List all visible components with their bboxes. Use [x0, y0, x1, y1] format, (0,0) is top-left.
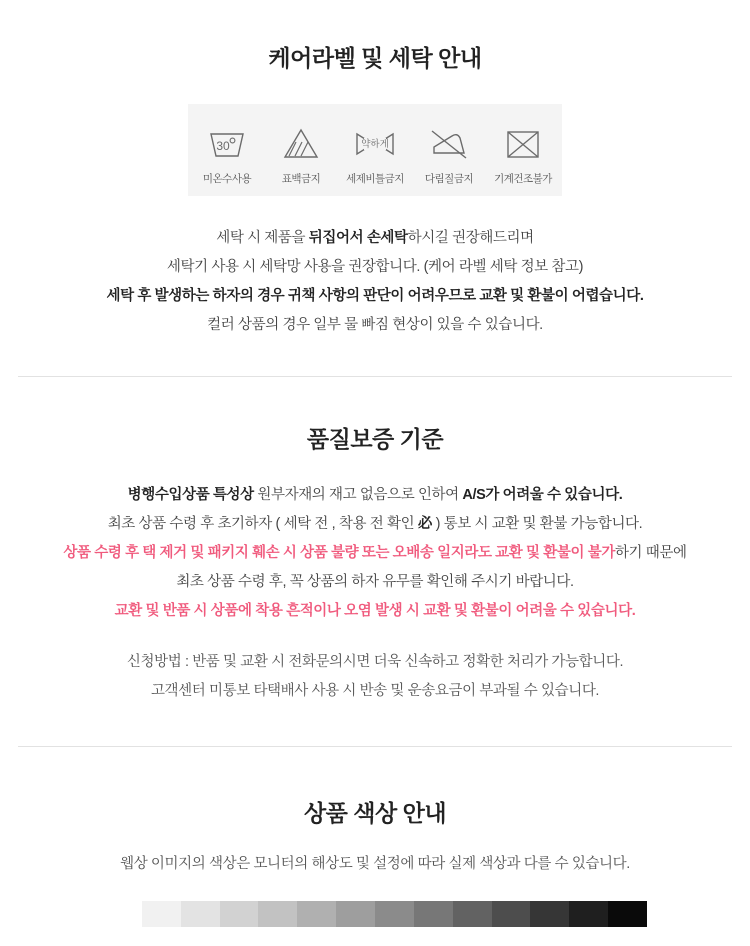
color-notice-text: 웹상 이미지의 색상은 모니터의 해상도 및 설정에 따라 실제 색상과 다를 수 있습니다.	[120, 855, 630, 872]
text-run: 세탁 후 발생하는 하자의 경우 귀책 사항의 판단이 어려우므로 교환 및 환불이 어렵습니다.	[106, 287, 644, 304]
color-swatch	[220, 901, 259, 927]
text-line	[0, 282, 750, 311]
text-run: 원부자재의 재고 없음으로 인하여	[253, 486, 463, 503]
text-run: 신청방법 : 반품 및 교환 시 전화문의시면 더욱 신속하고 정확한 처리가 가능합니다.	[126, 653, 624, 670]
care-icon-caption: 다림질금지	[424, 172, 474, 185]
text-line	[0, 253, 750, 282]
text-run: 병행수입상품 특성상	[127, 486, 254, 503]
no-iron-icon	[425, 120, 473, 164]
wash-tub-30-icon	[203, 120, 251, 164]
quality-application-text	[0, 648, 750, 706]
text-line	[0, 568, 750, 597]
color-swatch	[569, 901, 608, 927]
text-run: 컬러 상품의 경우 일부 물 빠짐 현상이 있을 수 있습니다.	[207, 316, 543, 333]
svg-text:30: 30	[216, 138, 230, 153]
care-instructions-text	[0, 224, 750, 340]
text-line	[0, 597, 750, 626]
text-line	[0, 481, 750, 510]
text-run: 세탁 시 제품을	[216, 229, 309, 246]
text-line	[0, 311, 750, 340]
color-notice-section	[0, 747, 750, 927]
svg-text:약하게: 약하게	[361, 138, 389, 150]
care-icon-caption: 미온수사용	[202, 172, 252, 185]
text-run: 必	[417, 515, 432, 532]
no-bleach-triangle-icon	[277, 120, 325, 164]
text-run: A/S가 어려울 수 있습니다.	[462, 486, 623, 503]
quality-guarantee-section	[0, 377, 750, 706]
color-section-title: 상품 색상 안내	[303, 799, 447, 826]
text-line	[0, 539, 750, 568]
color-swatch	[453, 901, 492, 927]
color-swatch	[297, 901, 336, 927]
care-icon-item	[190, 120, 264, 186]
color-swatch	[336, 901, 375, 927]
care-icon-caption: 표백금지	[281, 172, 321, 185]
color-swatch	[181, 901, 220, 927]
text-line	[0, 510, 750, 539]
color-swatch-strip	[103, 901, 647, 927]
color-swatch	[375, 901, 414, 927]
text-run: 교환 및 반품 시 상품에 착용 흔적이나 오염 발생 시 교환 및 환불이 어려울 수 있습니다.	[114, 602, 636, 619]
color-swatch	[258, 901, 297, 927]
color-swatch	[142, 901, 181, 927]
color-swatch	[492, 901, 531, 927]
care-icon-caption: 기계건조불가	[494, 172, 552, 185]
mild-detergent-icon	[351, 120, 399, 164]
text-run: 뒤집어서 손세탁	[308, 229, 408, 246]
color-swatch	[530, 901, 569, 927]
care-icon-item	[264, 120, 338, 186]
text-line	[0, 648, 750, 677]
care-symbol-box	[188, 104, 562, 196]
text-run: 하시길 권장해드리며	[407, 229, 534, 246]
text-run: 상품 수령 후 택 제거 및 패키지 훼손 시 상품 불량 또는 오배송 일지라도 교환 및 환불이 불가	[63, 544, 615, 561]
text-line	[0, 677, 750, 706]
care-icon-item	[486, 120, 560, 186]
text-run: 하기 때문에	[614, 544, 687, 561]
quality-policy-text	[0, 481, 750, 626]
care-section-title: 케어라벨 및 세탁 안내	[268, 45, 482, 71]
care-icon-item	[338, 120, 412, 186]
care-icon-caption: 세제비틀금지	[346, 172, 404, 185]
no-tumble-dry-icon	[499, 120, 547, 164]
text-line	[0, 224, 750, 253]
color-swatch	[608, 901, 647, 927]
text-run: 최초 상품 수령 후, 꼭 상품의 하자 유무를 확인해 주시기 바랍니다.	[176, 573, 574, 590]
quality-section-title: 품질보증 기준	[306, 425, 444, 452]
text-run: 세탁기 사용 시 세탁망 사용을 권장합니다. (케어 라벨 세탁 정보 참고)	[166, 258, 584, 275]
text-run: ) 통보 시 교환 및 환불 가능합니다.	[431, 515, 643, 532]
care-icon-item	[412, 120, 486, 186]
care-label-section	[0, 0, 750, 340]
text-run: 최초 상품 수령 후 초기하자 ( 세탁 전 , 착용 전 확인	[107, 515, 418, 532]
text-run: 고객센터 미통보 타택배사 사용 시 반송 및 운송요금이 부과될 수 있습니다.	[150, 682, 600, 699]
color-swatch	[103, 901, 142, 927]
color-swatch	[414, 901, 453, 927]
